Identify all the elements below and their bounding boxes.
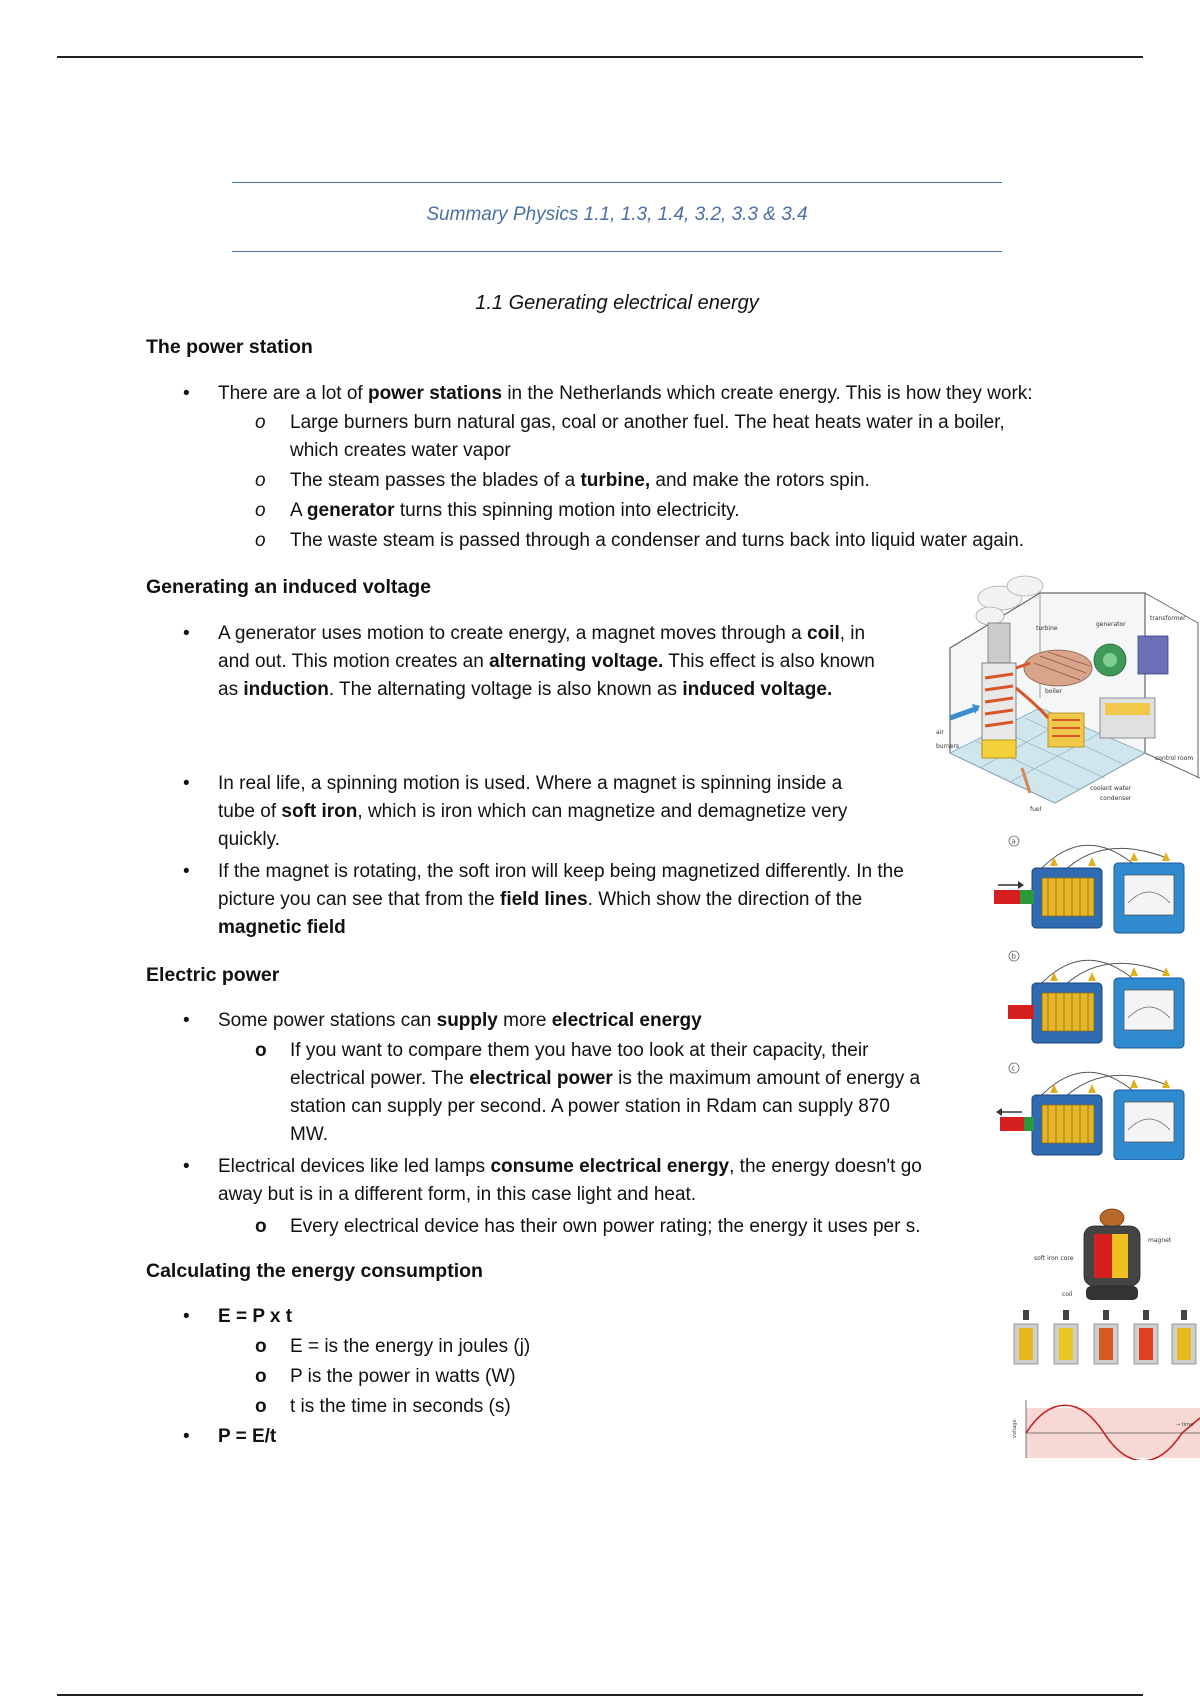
title-rule-top — [232, 182, 1002, 183]
label-voltage: voltage — [1012, 1419, 1018, 1438]
list-item: If the magnet is rotating, the soft iron will keep being magnetized differently. In the picture you can see that from the field lines. Which show the direction of the magnetic field — [218, 861, 904, 938]
label-soft-iron-core: soft iron core — [1034, 1255, 1074, 1262]
footer-rule — [57, 1694, 1143, 1696]
list-item: Electrical devices like led lamps consume electrical energy, the energy doesn't go away but is in a different form, in this case light and heat. — [218, 1156, 922, 1205]
document-title: Summary Physics 1.1, 1.3, 1.4, 3.2, 3.3 & 3.4 — [426, 204, 808, 225]
label-coolant-water: coolant water — [1090, 785, 1132, 792]
sub-marker: o — [255, 412, 266, 433]
sub-marker: o — [255, 470, 266, 491]
label-coil: coil — [1062, 1291, 1073, 1298]
sub-list-item: t is the time in seconds (s) — [290, 1396, 511, 1417]
sub-marker: o — [255, 500, 266, 521]
label-time: → time — [1176, 1422, 1194, 1428]
label-air: air — [936, 729, 944, 736]
label-c: c — [1011, 1064, 1016, 1073]
label-turbine: turbine — [1036, 625, 1058, 632]
label-fuel: fuel — [1030, 806, 1042, 813]
formula-power: P = E/t — [218, 1426, 277, 1447]
sub-marker: o — [255, 530, 266, 551]
bullet-marker: • — [183, 1156, 190, 1177]
title-rule-bottom — [232, 251, 1002, 252]
sub-marker: o — [255, 1366, 267, 1387]
label-b: b — [1011, 952, 1016, 961]
label-boiler: boiler — [1045, 688, 1062, 695]
bullet-marker: • — [183, 1010, 190, 1031]
header-rule — [57, 56, 1143, 58]
sub-list-item: The steam passes the blades of a turbine, and make the rotors spin. — [290, 470, 870, 491]
section-title: 1.1 Generating electrical energy — [475, 292, 759, 314]
bullet-marker: • — [183, 1306, 190, 1327]
bullet-marker: • — [183, 383, 190, 404]
induction-diagram — [992, 828, 1200, 1160]
sub-list-item: The waste steam is passed through a condenser and turns back into liquid water again. — [290, 530, 1025, 551]
label-condenser: condenser — [1100, 795, 1132, 802]
sub-list-item: Every electrical device has their own power rating; the energy it uses per s. — [290, 1216, 921, 1237]
sub-marker: o — [255, 1336, 267, 1357]
list-item: There are a lot of power stations in the Netherlands which create energy. This is how they work: — [218, 383, 1033, 404]
label-transformer: transformer — [1150, 615, 1186, 622]
label-burners: burners — [936, 743, 960, 750]
label-generator: generator — [1096, 621, 1126, 628]
bullet-marker: • — [183, 861, 190, 882]
bullet-marker: • — [183, 1426, 190, 1447]
bullet-marker: • — [183, 773, 190, 794]
heading-electric-power: Electric power — [146, 964, 280, 986]
sub-list-item: A generator turns this spinning motion into electricity. — [290, 500, 740, 521]
label-control-room: control room — [1155, 755, 1194, 762]
sub-list-item: Large burners burn natural gas, coal or another fuel. The heat heats water in a boiler, which creates water vapor — [290, 412, 1005, 461]
formula-energy: E = P x t — [218, 1306, 293, 1327]
bullet-marker: • — [183, 623, 190, 644]
rotor-voltage-diagram — [1000, 1196, 1200, 1460]
label-a: a — [1011, 837, 1016, 846]
sub-marker: o — [255, 1040, 267, 1061]
sub-list-item: E = is the energy in joules (j) — [290, 1336, 531, 1357]
list-item: A generator uses motion to create energy, a magnet moves through a coil, in and out. This motion creates an alternating voltage. This effect is also known as induction. The alternating voltage is also known as induced voltage. — [218, 623, 875, 700]
label-magnet: magnet — [1148, 1237, 1172, 1244]
sub-marker: o — [255, 1216, 267, 1237]
sub-marker: o — [255, 1396, 267, 1417]
heading-energy-consumption: Calculating the energy consumption — [146, 1260, 483, 1282]
heading-induced-voltage: Generating an induced voltage — [146, 576, 431, 598]
power-station-diagram — [930, 568, 1200, 824]
sub-list-item: If you want to compare them you have too look at their capacity, their electrical power. The electrical power is the maximum amount of energy a station can supply per second. A power station in Rdam can supply 870 MW. — [290, 1040, 921, 1145]
sub-list-item: P is the power in watts (W) — [290, 1366, 516, 1387]
list-item: In real life, a spinning motion is used. Where a magnet is spinning inside a tube of soft iron, which is iron which can magnetize and demagnetize very quickly. — [218, 773, 848, 850]
heading-power-station: The power station — [146, 336, 313, 358]
list-item: Some power stations can supply more electrical energy — [218, 1010, 702, 1031]
